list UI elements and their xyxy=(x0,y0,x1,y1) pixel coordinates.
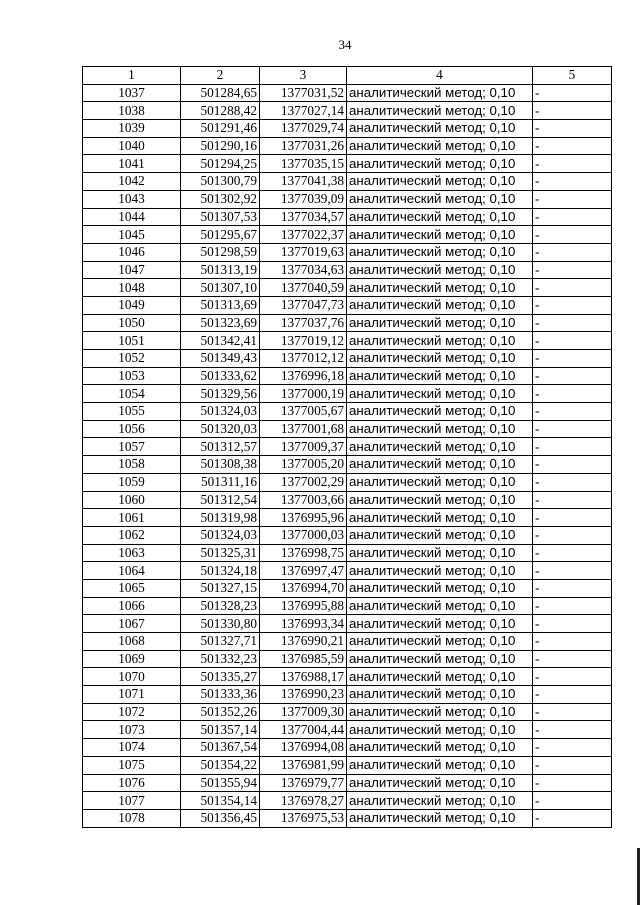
point-number-cell: 1066 xyxy=(83,597,181,615)
method-accuracy-cell: аналитический метод; 0,10 xyxy=(347,314,533,332)
table-row xyxy=(83,120,612,138)
y-coordinate-cell: 1377004,44 xyxy=(260,721,347,739)
point-number-cell: 1076 xyxy=(83,774,181,792)
point-number-cell: 1048 xyxy=(83,279,181,297)
y-coordinate-cell: 1376995,96 xyxy=(260,509,347,527)
x-coordinate-cell: 501294,25 xyxy=(181,155,260,173)
note-cell: - xyxy=(533,668,612,686)
note-cell: - xyxy=(533,385,612,403)
method-accuracy-cell: аналитический метод; 0,10 xyxy=(347,456,533,474)
note-cell: - xyxy=(533,296,612,314)
table-row xyxy=(83,491,612,509)
point-number-cell: 1070 xyxy=(83,668,181,686)
y-coordinate-cell: 1376990,23 xyxy=(260,686,347,704)
table-row xyxy=(83,226,612,244)
point-number-cell: 1043 xyxy=(83,190,181,208)
table-row xyxy=(83,562,612,580)
y-coordinate-cell: 1376985,59 xyxy=(260,650,347,668)
note-cell: - xyxy=(533,173,612,191)
point-number-cell: 1039 xyxy=(83,120,181,138)
y-coordinate-cell: 1376990,21 xyxy=(260,633,347,651)
y-coordinate-cell: 1376988,17 xyxy=(260,668,347,686)
note-cell: - xyxy=(533,544,612,562)
y-coordinate-cell: 1376981,99 xyxy=(260,756,347,774)
table-row xyxy=(83,526,612,544)
x-coordinate-cell: 501332,23 xyxy=(181,650,260,668)
method-accuracy-cell: аналитический метод; 0,10 xyxy=(347,296,533,314)
note-cell: - xyxy=(533,633,612,651)
point-number-cell: 1045 xyxy=(83,226,181,244)
x-coordinate-cell: 501320,03 xyxy=(181,420,260,438)
note-cell: - xyxy=(533,756,612,774)
y-coordinate-cell: 1377035,15 xyxy=(260,155,347,173)
method-accuracy-cell: аналитический метод; 0,10 xyxy=(347,756,533,774)
point-number-cell: 1046 xyxy=(83,243,181,261)
x-coordinate-cell: 501324,18 xyxy=(181,562,260,580)
method-accuracy-cell: аналитический метод; 0,10 xyxy=(347,633,533,651)
column-header-3: 3 xyxy=(260,67,347,85)
note-cell: - xyxy=(533,509,612,527)
coordinates-table xyxy=(82,66,612,828)
table-row xyxy=(83,385,612,403)
method-accuracy-cell: аналитический метод; 0,10 xyxy=(347,279,533,297)
method-accuracy-cell: аналитический метод; 0,10 xyxy=(347,509,533,527)
x-coordinate-cell: 501354,14 xyxy=(181,792,260,810)
x-coordinate-cell: 501284,65 xyxy=(181,84,260,102)
note-cell: - xyxy=(533,456,612,474)
note-cell: - xyxy=(533,190,612,208)
page-number: 34 xyxy=(338,37,352,52)
note-cell: - xyxy=(533,332,612,350)
y-coordinate-cell: 1377037,76 xyxy=(260,314,347,332)
x-coordinate-cell: 501307,53 xyxy=(181,208,260,226)
y-coordinate-cell: 1377034,63 xyxy=(260,261,347,279)
x-coordinate-cell: 501312,54 xyxy=(181,491,260,509)
y-coordinate-cell: 1377000,03 xyxy=(260,526,347,544)
note-cell: - xyxy=(533,774,612,792)
method-accuracy-cell: аналитический метод; 0,10 xyxy=(347,385,533,403)
point-number-cell: 1077 xyxy=(83,792,181,810)
point-number-cell: 1071 xyxy=(83,686,181,704)
point-number-cell: 1060 xyxy=(83,491,181,509)
note-cell: - xyxy=(533,137,612,155)
table-row xyxy=(83,438,612,456)
table-row xyxy=(83,173,612,191)
y-coordinate-cell: 1377047,73 xyxy=(260,296,347,314)
x-coordinate-cell: 501319,98 xyxy=(181,509,260,527)
y-coordinate-cell: 1376979,77 xyxy=(260,774,347,792)
point-number-cell: 1069 xyxy=(83,650,181,668)
table-row xyxy=(83,314,612,332)
x-coordinate-cell: 501330,80 xyxy=(181,615,260,633)
point-number-cell: 1051 xyxy=(83,332,181,350)
note-cell: - xyxy=(533,739,612,757)
note-cell: - xyxy=(533,562,612,580)
table-row xyxy=(83,350,612,368)
note-cell: - xyxy=(533,526,612,544)
y-coordinate-cell: 1376978,27 xyxy=(260,792,347,810)
method-accuracy-cell: аналитический метод; 0,10 xyxy=(347,686,533,704)
method-accuracy-cell: аналитический метод; 0,10 xyxy=(347,597,533,615)
method-accuracy-cell: аналитический метод; 0,10 xyxy=(347,739,533,757)
x-coordinate-cell: 501298,59 xyxy=(181,243,260,261)
note-cell: - xyxy=(533,703,612,721)
x-coordinate-cell: 501325,31 xyxy=(181,544,260,562)
note-cell: - xyxy=(533,403,612,421)
table-row xyxy=(83,243,612,261)
note-cell: - xyxy=(533,279,612,297)
note-cell: - xyxy=(533,243,612,261)
table-row xyxy=(83,332,612,350)
method-accuracy-cell: аналитический метод; 0,10 xyxy=(347,190,533,208)
x-coordinate-cell: 501355,94 xyxy=(181,774,260,792)
note-cell: - xyxy=(533,579,612,597)
table-row xyxy=(83,615,612,633)
table-row xyxy=(83,279,612,297)
point-number-cell: 1058 xyxy=(83,456,181,474)
note-cell: - xyxy=(533,597,612,615)
method-accuracy-cell: аналитический метод; 0,10 xyxy=(347,668,533,686)
table-row xyxy=(83,739,612,757)
point-number-cell: 1041 xyxy=(83,155,181,173)
x-coordinate-cell: 501357,14 xyxy=(181,721,260,739)
point-number-cell: 1057 xyxy=(83,438,181,456)
point-number-cell: 1063 xyxy=(83,544,181,562)
method-accuracy-cell: аналитический метод; 0,10 xyxy=(347,526,533,544)
point-number-cell: 1062 xyxy=(83,526,181,544)
method-accuracy-cell: аналитический метод; 0,10 xyxy=(347,137,533,155)
table-body xyxy=(83,84,612,827)
x-coordinate-cell: 501302,92 xyxy=(181,190,260,208)
point-number-cell: 1049 xyxy=(83,296,181,314)
point-number-cell: 1067 xyxy=(83,615,181,633)
method-accuracy-cell: аналитический метод; 0,10 xyxy=(347,491,533,509)
method-accuracy-cell: аналитический метод; 0,10 xyxy=(347,420,533,438)
table-row xyxy=(83,650,612,668)
method-accuracy-cell: аналитический метод; 0,10 xyxy=(347,809,533,827)
note-cell: - xyxy=(533,473,612,491)
table-row xyxy=(83,137,612,155)
table-row xyxy=(83,403,612,421)
point-number-cell: 1073 xyxy=(83,721,181,739)
method-accuracy-cell: аналитический метод; 0,10 xyxy=(347,208,533,226)
method-accuracy-cell: аналитический метод; 0,10 xyxy=(347,226,533,244)
y-coordinate-cell: 1376994,08 xyxy=(260,739,347,757)
x-coordinate-cell: 501323,69 xyxy=(181,314,260,332)
note-cell: - xyxy=(533,650,612,668)
y-coordinate-cell: 1377009,37 xyxy=(260,438,347,456)
x-coordinate-cell: 501335,27 xyxy=(181,668,260,686)
x-coordinate-cell: 501288,42 xyxy=(181,102,260,120)
x-coordinate-cell: 501327,71 xyxy=(181,633,260,651)
x-coordinate-cell: 501367,54 xyxy=(181,739,260,757)
note-cell: - xyxy=(533,226,612,244)
x-coordinate-cell: 501308,38 xyxy=(181,456,260,474)
table-row xyxy=(83,721,612,739)
table-row xyxy=(83,756,612,774)
column-header-2: 2 xyxy=(181,67,260,85)
y-coordinate-cell: 1377005,67 xyxy=(260,403,347,421)
note-cell: - xyxy=(533,438,612,456)
method-accuracy-cell: аналитический метод; 0,10 xyxy=(347,792,533,810)
x-coordinate-cell: 501313,69 xyxy=(181,296,260,314)
note-cell: - xyxy=(533,792,612,810)
method-accuracy-cell: аналитический метод; 0,10 xyxy=(347,102,533,120)
x-coordinate-cell: 501312,57 xyxy=(181,438,260,456)
y-coordinate-cell: 1377040,59 xyxy=(260,279,347,297)
x-coordinate-cell: 501324,03 xyxy=(181,526,260,544)
method-accuracy-cell: аналитический метод; 0,10 xyxy=(347,332,533,350)
y-coordinate-cell: 1376994,70 xyxy=(260,579,347,597)
table-row xyxy=(83,668,612,686)
point-number-cell: 1047 xyxy=(83,261,181,279)
note-cell: - xyxy=(533,102,612,120)
table-row xyxy=(83,686,612,704)
table-row xyxy=(83,190,612,208)
x-coordinate-cell: 501333,62 xyxy=(181,367,260,385)
y-coordinate-cell: 1377031,52 xyxy=(260,84,347,102)
y-coordinate-cell: 1377034,57 xyxy=(260,208,347,226)
y-coordinate-cell: 1377012,12 xyxy=(260,350,347,368)
table-row xyxy=(83,296,612,314)
note-cell: - xyxy=(533,686,612,704)
method-accuracy-cell: аналитический метод; 0,10 xyxy=(347,579,533,597)
method-accuracy-cell: аналитический метод; 0,10 xyxy=(347,721,533,739)
note-cell: - xyxy=(533,350,612,368)
table-row xyxy=(83,633,612,651)
y-coordinate-cell: 1376997,47 xyxy=(260,562,347,580)
table-row xyxy=(83,579,612,597)
point-number-cell: 1052 xyxy=(83,350,181,368)
point-number-cell: 1072 xyxy=(83,703,181,721)
x-coordinate-cell: 501354,22 xyxy=(181,756,260,774)
method-accuracy-cell: аналитический метод; 0,10 xyxy=(347,403,533,421)
x-coordinate-cell: 501327,15 xyxy=(181,579,260,597)
column-header-4: 4 xyxy=(347,67,533,85)
table-row xyxy=(83,102,612,120)
y-coordinate-cell: 1377031,26 xyxy=(260,137,347,155)
note-cell: - xyxy=(533,615,612,633)
table-row xyxy=(83,703,612,721)
table-row xyxy=(83,456,612,474)
note-cell: - xyxy=(533,367,612,385)
y-coordinate-cell: 1377019,63 xyxy=(260,243,347,261)
x-coordinate-cell: 501295,67 xyxy=(181,226,260,244)
note-cell: - xyxy=(533,155,612,173)
point-number-cell: 1040 xyxy=(83,137,181,155)
method-accuracy-cell: аналитический метод; 0,10 xyxy=(347,544,533,562)
point-number-cell: 1055 xyxy=(83,403,181,421)
point-number-cell: 1056 xyxy=(83,420,181,438)
x-coordinate-cell: 501328,23 xyxy=(181,597,260,615)
method-accuracy-cell: аналитический метод; 0,10 xyxy=(347,261,533,279)
table-header-row xyxy=(83,67,612,85)
y-coordinate-cell: 1376975,53 xyxy=(260,809,347,827)
point-number-cell: 1037 xyxy=(83,84,181,102)
x-coordinate-cell: 501300,79 xyxy=(181,173,260,191)
method-accuracy-cell: аналитический метод; 0,10 xyxy=(347,774,533,792)
note-cell: - xyxy=(533,261,612,279)
method-accuracy-cell: аналитический метод; 0,10 xyxy=(347,84,533,102)
x-coordinate-cell: 501342,41 xyxy=(181,332,260,350)
method-accuracy-cell: аналитический метод; 0,10 xyxy=(347,703,533,721)
x-coordinate-cell: 501311,16 xyxy=(181,473,260,491)
method-accuracy-cell: аналитический метод; 0,10 xyxy=(347,438,533,456)
y-coordinate-cell: 1377019,12 xyxy=(260,332,347,350)
y-coordinate-cell: 1376993,34 xyxy=(260,615,347,633)
y-coordinate-cell: 1377022,37 xyxy=(260,226,347,244)
column-header-5: 5 xyxy=(533,67,612,85)
table-row xyxy=(83,597,612,615)
note-cell: - xyxy=(533,314,612,332)
method-accuracy-cell: аналитический метод; 0,10 xyxy=(347,367,533,385)
x-coordinate-cell: 501313,19 xyxy=(181,261,260,279)
table-row xyxy=(83,544,612,562)
table-row xyxy=(83,155,612,173)
point-number-cell: 1068 xyxy=(83,633,181,651)
y-coordinate-cell: 1377005,20 xyxy=(260,456,347,474)
y-coordinate-cell: 1377001,68 xyxy=(260,420,347,438)
table-row xyxy=(83,473,612,491)
table-row xyxy=(83,261,612,279)
point-number-cell: 1050 xyxy=(83,314,181,332)
table-row xyxy=(83,774,612,792)
table-row xyxy=(83,208,612,226)
y-coordinate-cell: 1377003,66 xyxy=(260,491,347,509)
note-cell: - xyxy=(533,420,612,438)
table-row xyxy=(83,84,612,102)
point-number-cell: 1061 xyxy=(83,509,181,527)
point-number-cell: 1044 xyxy=(83,208,181,226)
y-coordinate-cell: 1376998,75 xyxy=(260,544,347,562)
table-row xyxy=(83,509,612,527)
x-coordinate-cell: 501333,36 xyxy=(181,686,260,704)
point-number-cell: 1059 xyxy=(83,473,181,491)
point-number-cell: 1054 xyxy=(83,385,181,403)
table-row xyxy=(83,809,612,827)
point-number-cell: 1053 xyxy=(83,367,181,385)
note-cell: - xyxy=(533,809,612,827)
point-number-cell: 1075 xyxy=(83,756,181,774)
y-coordinate-cell: 1377009,30 xyxy=(260,703,347,721)
table-row xyxy=(83,367,612,385)
y-coordinate-cell: 1377039,09 xyxy=(260,190,347,208)
note-cell: - xyxy=(533,721,612,739)
y-coordinate-cell: 1377029,74 xyxy=(260,120,347,138)
method-accuracy-cell: аналитический метод; 0,10 xyxy=(347,173,533,191)
column-header-1: 1 xyxy=(83,67,181,85)
point-number-cell: 1065 xyxy=(83,579,181,597)
method-accuracy-cell: аналитический метод; 0,10 xyxy=(347,243,533,261)
method-accuracy-cell: аналитический метод; 0,10 xyxy=(347,615,533,633)
y-coordinate-cell: 1377000,19 xyxy=(260,385,347,403)
method-accuracy-cell: аналитический метод; 0,10 xyxy=(347,120,533,138)
point-number-cell: 1042 xyxy=(83,173,181,191)
y-coordinate-cell: 1377041,38 xyxy=(260,173,347,191)
point-number-cell: 1064 xyxy=(83,562,181,580)
x-coordinate-cell: 501291,46 xyxy=(181,120,260,138)
y-coordinate-cell: 1377027,14 xyxy=(260,102,347,120)
x-coordinate-cell: 501307,10 xyxy=(181,279,260,297)
point-number-cell: 1038 xyxy=(83,102,181,120)
point-number-cell: 1074 xyxy=(83,739,181,757)
table-row xyxy=(83,420,612,438)
method-accuracy-cell: аналитический метод; 0,10 xyxy=(347,473,533,491)
x-coordinate-cell: 501329,56 xyxy=(181,385,260,403)
method-accuracy-cell: аналитический метод; 0,10 xyxy=(347,350,533,368)
point-number-cell: 1078 xyxy=(83,809,181,827)
x-coordinate-cell: 501349,43 xyxy=(181,350,260,368)
method-accuracy-cell: аналитический метод; 0,10 xyxy=(347,650,533,668)
x-coordinate-cell: 501352,26 xyxy=(181,703,260,721)
note-cell: - xyxy=(533,208,612,226)
note-cell: - xyxy=(533,120,612,138)
y-coordinate-cell: 1376996,18 xyxy=(260,367,347,385)
note-cell: - xyxy=(533,84,612,102)
x-coordinate-cell: 501290,16 xyxy=(181,137,260,155)
x-coordinate-cell: 501356,45 xyxy=(181,809,260,827)
y-coordinate-cell: 1376995,88 xyxy=(260,597,347,615)
method-accuracy-cell: аналитический метод; 0,10 xyxy=(347,155,533,173)
method-accuracy-cell: аналитический метод; 0,10 xyxy=(347,562,533,580)
x-coordinate-cell: 501324,03 xyxy=(181,403,260,421)
y-coordinate-cell: 1377002,29 xyxy=(260,473,347,491)
table-row xyxy=(83,792,612,810)
note-cell: - xyxy=(533,491,612,509)
